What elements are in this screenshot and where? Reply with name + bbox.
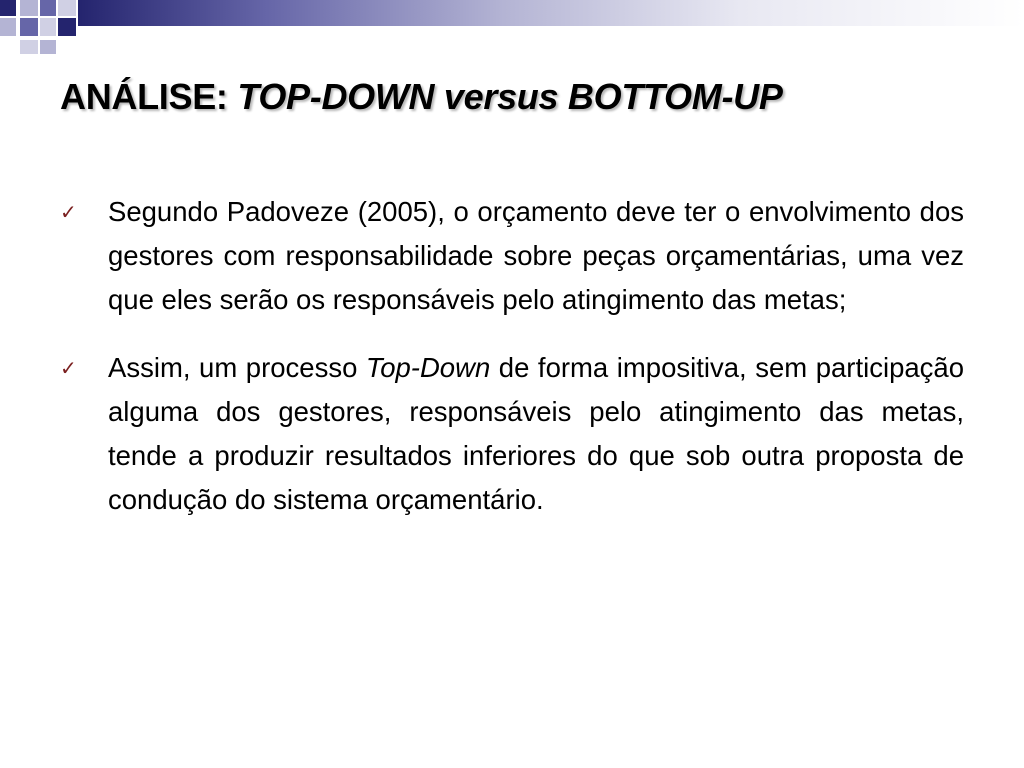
bullet-text: [108, 346, 964, 522]
bullet-text: Segundo Padoveze (2005), o orçamento deve ter o envolvimento dos gestores com responsabilidade sobre peças orçamentárias, uma vez que eles serão os responsáveis pelo atingimento das metas;: [108, 196, 964, 315]
deco-square: [0, 0, 16, 16]
bullet-item: [60, 346, 964, 522]
bullet-text-after: de forma impositiva, sem participação alguma dos gestores, responsáveis pelo atingimento das metas, tende a produzir resultados inferiores do que sob outra proposta de condução do sistema orçamentário.: [108, 352, 964, 515]
deco-square: [58, 18, 76, 36]
bullet-list: [60, 190, 964, 546]
bullet-text-before: Assim, um processo: [108, 352, 366, 383]
deco-square: [0, 18, 16, 36]
checkmark-icon: ✓: [60, 356, 77, 380]
bullet-item: [60, 190, 964, 322]
deco-square: [20, 0, 38, 16]
slide-title: [60, 76, 1000, 118]
header-decoration: [0, 0, 1024, 60]
title-italic: TOP-DOWN versus BOTTOM-UP: [237, 76, 783, 117]
deco-square: [20, 40, 38, 54]
title-prefix: ANÁLISE:: [60, 76, 238, 117]
deco-square: [40, 0, 56, 16]
checkmark-icon: ✓: [60, 200, 77, 224]
deco-square: [20, 18, 38, 36]
deco-square: [40, 18, 56, 36]
deco-square: [40, 40, 56, 54]
deco-gradient-bar: [78, 0, 1024, 26]
bullet-text-italic: Top-Down: [365, 352, 491, 383]
deco-square: [58, 0, 76, 16]
